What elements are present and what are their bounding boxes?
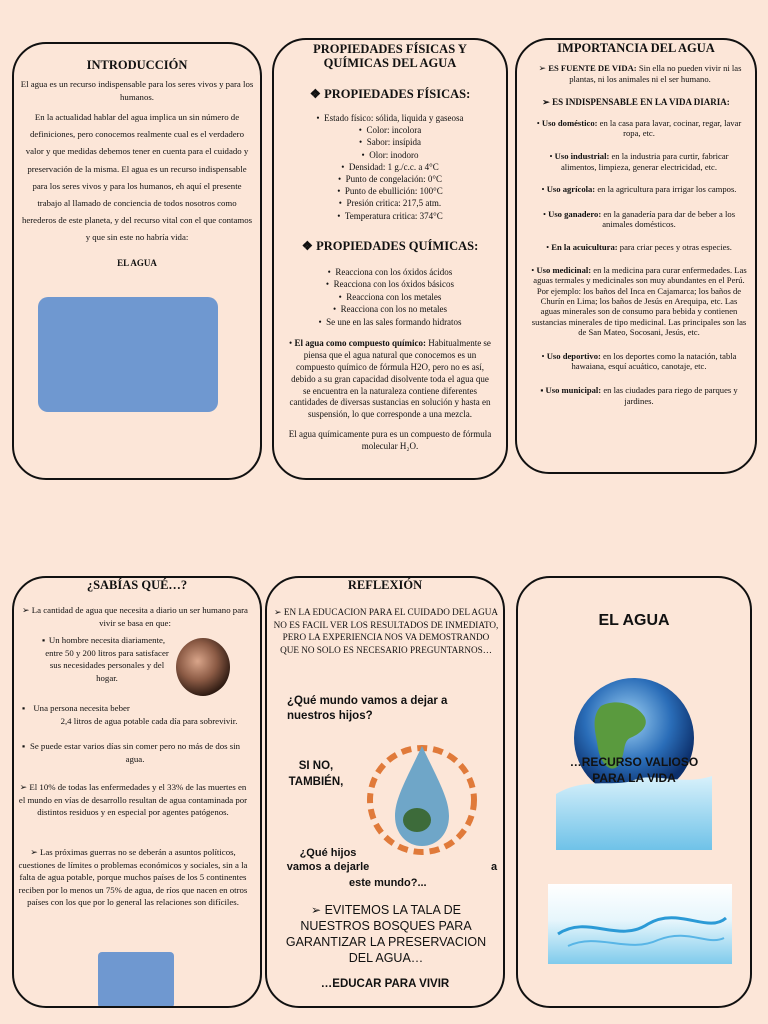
bullet-icon: • [338, 174, 346, 185]
physical-property-item: • Punto de ebullición: 100°C [337, 186, 443, 197]
use-item: ▪ Uso municipal: en las ciudades para riego de parques y jardines. [540, 385, 738, 406]
indispensable-heading: ➢ ES INDISPENSABLE EN LA VIDA DIARIA: [542, 97, 730, 107]
person-drinking-image [176, 638, 230, 696]
bullet-icon: • [325, 279, 334, 290]
chemical-property-item: • Reacciona con los óxidos básicos [325, 279, 455, 290]
cover-subtitle: …RECURSO VALIOSO PARA LA VIDA [569, 755, 699, 785]
uses-list [517, 118, 755, 407]
chemical-heading: ❖ PROPIEDADES QUÍMICAS: [301, 238, 479, 253]
item-2: ▪ Una persona necesita beber 2,4 litros de agua potable cada día para sobrevivir. [22, 703, 238, 726]
arrow-icon: ➢ [538, 63, 547, 73]
physical-property-item: • Punto de congelación: 0°C [338, 174, 442, 185]
bullet-icon: • [327, 266, 336, 277]
bullet-icon: • [541, 184, 547, 195]
chemical-property-item: • Reacciona con los no metales [332, 304, 448, 315]
use-item: • Uso medicinal: en la medicina para curar enfermedades. Las aguas termales y medicinales son muy abundantes en el Perú. Por ejemplo: los baños del Inca en Cajamarca; los baños de Churín en Lima; los baños de Jesús en Arequipa, etc. Las aguas minerales son de consumo para bebida y contienen sustancias minerales de tipo medicinal. Las principales son las de San Mateo, Socosani, Jesús, etc. [531, 264, 747, 338]
bullet-icon: ▪ [540, 385, 546, 396]
bullet-icon: • [359, 137, 367, 148]
physical-property-item: • Temperatura critica: 374°C [337, 210, 443, 221]
physical-heading: ❖ PROPIEDADES FÍSICAS: [309, 87, 471, 101]
panel-title: ¿SABÍAS QUÉ…? [86, 578, 188, 592]
intro-paragraph-2: En la actualidad hablar del agua implica un sin número de definiciones, pero conocemos realmente cual es el verdadero valor y que medidas debemos tener en cuenta para el cuidado y preservación de la misma. El agua es un recurso indispensable para los seres vivos y para los humanos, eh aquí el presente trabajo al llamado de conciencia de todos nosotros como herederos de este planeta, y del recurso vital con el que contamos y que sin este no habría vida: [21, 112, 253, 243]
chemical-properties-list [274, 266, 506, 329]
square-bullet-icon: ▪ [42, 635, 46, 645]
physical-property-item: • Color: incolora [358, 125, 422, 136]
use-item: • Uso doméstico: en la casa para lavar, cocinar, regar, lavar ropa, etc. [536, 117, 742, 138]
bullet-icon: • [358, 125, 367, 136]
bullet-icon: • [536, 117, 542, 128]
panel-title: PROPIEDADES FÍSICAS Y QUÍMICAS DEL AGUA [313, 42, 467, 70]
square-bullet-icon: ▪ [22, 741, 26, 751]
arrow-icon: ➢ [30, 847, 38, 857]
bullet-icon: • [546, 242, 552, 253]
bullet-icon: • [549, 151, 555, 162]
physical-property-item: • Presión critica: 217,5 atm. [338, 198, 442, 209]
physical-properties-list [274, 112, 506, 222]
si-no-tambien: SI NO, TAMBIÉN, [288, 760, 344, 788]
sabias-para-2: ➢ El 10% de todas las enfermedades y el 33% de las muertes en el mundo en vías de desarrollo resultan de agua contaminada por distintos residuos y en especial por agentes patógenos. [18, 782, 248, 817]
use-item: • Uso deportivo: en los deportes como la natación, tabla hawaiana, esquí acuático, canotaje, etc. [541, 350, 737, 371]
image-placeholder [38, 297, 218, 412]
bullet-icon: • [341, 161, 349, 172]
chemical-property-item: • Reacciona con los óxidos ácidos [327, 266, 453, 277]
bullet-icon: • [542, 208, 549, 219]
physical-property-item: • Sabor: insípida [359, 137, 421, 148]
physical-property-item: • Estado físico: sólida, liquida y gaseosa [316, 113, 464, 123]
bullet-icon: • [531, 264, 537, 275]
square-bullet-icon: ▪ [22, 703, 26, 713]
compound-block: • El agua como compuesto químico: Habitualmente se piensa que el agua natural que conocemos es un compuesto químico de fórmula H2O, pero no es así, debido a su gran capacidad disolvente toda el agua que se encuentra en la naturaleza contiene diferentes cantidades de diversas sustancias en solución y hasta en suspensión, lo que corresponde a una mezcla. [289, 338, 491, 420]
sabias-para-3: ➢ Las próximas guerras no se deberán a asuntos políticos, cuestiones de límites o problemas económicos y sociales, sin a la falta de agua potable, porque muchos países de los 5 continentes reciben por lo menos un 75% de agua, de ríos que nacen en otros países con los que por lo general las relaciones son difíciles. [18, 847, 248, 907]
bullet-icon: • [318, 316, 327, 327]
use-item: • Uso agrícola: en la agricultura para irrigar los campos. [541, 184, 737, 195]
bullet-icon: • [332, 304, 341, 315]
use-item: • Uso ganadero: en la ganadería para dar de beber a los animales domésticos. [542, 208, 736, 229]
reflexion-intro: ➢ EN LA EDUCACION PARA EL CUIDADO DEL AGUA NO ES FACIL VER LOS RESULTADOS DE INMEDIATO, PERO LA EXPERIENCIA NOS VA DEMOSTRANDO QUE NO SOLO ES NECESARIO PREGUNTARNOS… [273, 607, 499, 655]
question-2: ¿Qué hijos vamos a dejarle a este mundo?... [286, 847, 498, 889]
physical-property-item: • Densidad: 1 g./c.c. a 4°C [341, 161, 439, 172]
panel-title: INTRODUCCIÓN [86, 58, 188, 72]
arrow-icon: ➢ [274, 607, 282, 617]
chemical-property-item: • Reacciona con los metales [338, 291, 442, 302]
chemical-property-item: • Se une en las sales formando hidratos [318, 316, 462, 327]
diamond-icon: ❖ [309, 87, 321, 101]
panel-portada [516, 576, 752, 1008]
panel-reflexion [265, 576, 505, 1008]
bullet-icon: • [361, 149, 370, 160]
item-3: ▪ Se puede estar varios días sin comer pero no más de dos sin agua. [22, 741, 241, 764]
intro-paragraph-1: El agua es un recurso indispensable para los seres vivos y para los humanos. [20, 79, 254, 102]
bullet-icon: • [338, 198, 347, 209]
final-text: El agua químicamente pura es un compuesto de fórmula molecular H₂O. [288, 428, 492, 451]
panel-introduccion [12, 42, 262, 480]
bullet-icon: • [337, 210, 345, 221]
cover-title: EL AGUA [598, 612, 670, 629]
physical-property-item: • Olor: inodoro [361, 149, 419, 160]
call-to-action: ➢ EVITEMOS LA TALA DE NUESTROS BOSQUES PARA GARANTIZAR LA PRESERVACION DEL AGUA… [285, 903, 487, 965]
panel-title: IMPORTANCIA DEL AGUA [557, 41, 715, 55]
use-item: • Uso industrial: en la industria para curtir, fabricar alimentos, limpieza, generar electricidad, etc. [549, 151, 729, 172]
bullet-icon: • [541, 350, 547, 361]
arrow-icon: ➢ [311, 903, 322, 917]
item-1: ▪ Un hombre necesita diariamente, entre 50 y 200 litros para satisfacer sus necesidades personales y del hogar. [42, 635, 169, 683]
bullet-icon: • [316, 113, 325, 123]
water-splash-image [548, 884, 732, 964]
sabias-intro: ➢ La cantidad de agua que necesita a diario un ser humano para vivir se basa en que: [22, 605, 248, 628]
panel-sabias-que [12, 576, 262, 1008]
splash-icon [548, 884, 732, 964]
final-motto: …EDUCAR PARA VIVIR [320, 978, 450, 990]
el-agua-label: EL AGUA [117, 257, 157, 268]
arrow-icon: ➢ [22, 605, 30, 615]
question-1: ¿Qué mundo vamos a dejar a nuestros hijos? [287, 695, 448, 722]
diamond-icon: ❖ [301, 238, 313, 253]
bullet-icon: • [289, 338, 293, 349]
bullet-icon: • [337, 186, 345, 197]
panel-importancia [515, 38, 757, 474]
fuente-vida: ➢ ES FUENTE DE VIDA: Sin ella no pueden vivir ni las plantas, ni los animales ni el ser humano. [538, 63, 742, 84]
bullet-icon: • [338, 291, 347, 302]
panel-title: REFLEXIÓN [347, 578, 423, 592]
use-item: • En la acuicultura: para criar peces y otras especies. [546, 242, 732, 253]
panel-propiedades [272, 38, 508, 480]
arrow-icon: ➢ [19, 782, 28, 792]
image-placeholder [98, 952, 174, 1008]
arrow-icon: ➢ [542, 97, 550, 107]
